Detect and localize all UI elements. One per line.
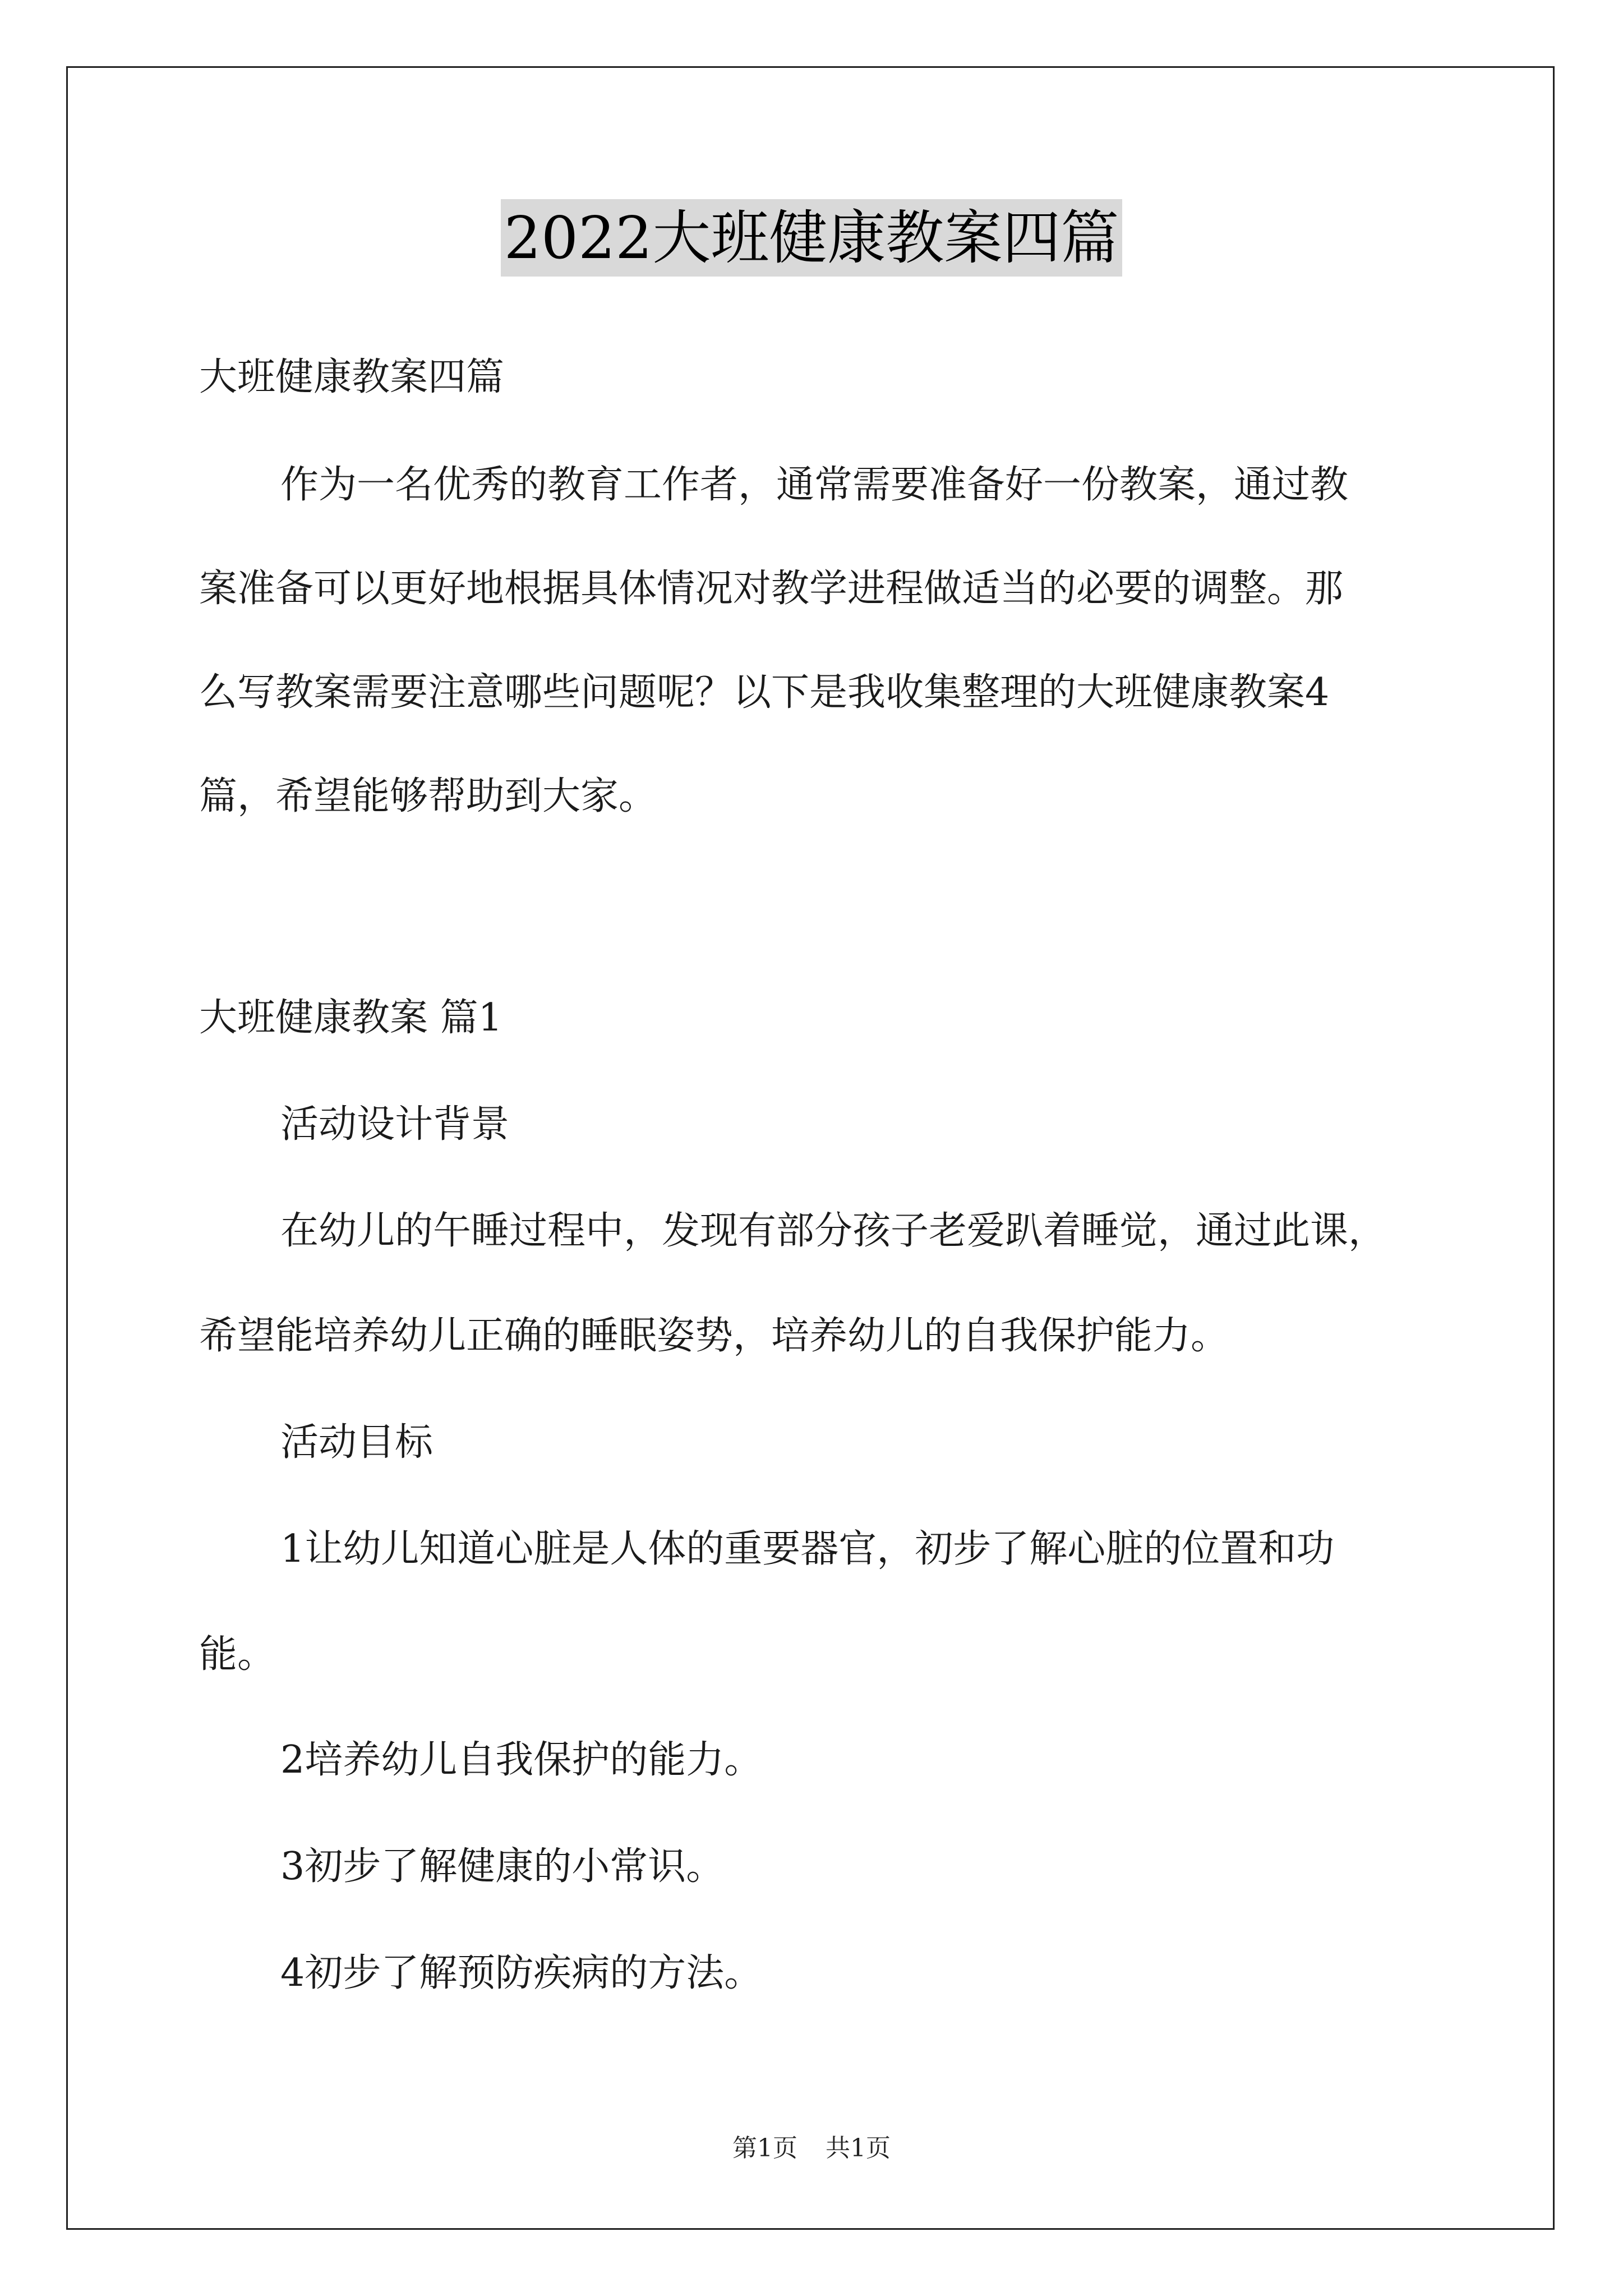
list-item: 2培养幼儿自我保护的能力。 bbox=[280, 1738, 763, 1782]
document-title: 2022大班健康教案四篇 bbox=[501, 199, 1123, 277]
list-item-continuation: 能。 bbox=[199, 1632, 276, 1677]
page-number: 第1页 bbox=[732, 2134, 797, 2162]
paragraph-line: 么写教案需要注意哪些问题呢？以下是我收集整理的大班健康教案4 bbox=[199, 670, 1330, 715]
paragraph-line: 在幼儿的午睡过程中，发现有部分孩子老爱趴着睡觉，通过此课， bbox=[280, 1209, 1387, 1253]
subsection-heading: 活动设计背景 bbox=[280, 1102, 510, 1147]
list-item: 3初步了解健康的小常识。 bbox=[280, 1844, 725, 1889]
section-heading: 大班健康教案 篇1 bbox=[199, 996, 502, 1040]
page-total: 共1页 bbox=[826, 2134, 891, 2162]
paragraph-line: 篇，希望能够帮助到大家。 bbox=[199, 774, 657, 818]
subsection-heading: 活动目标 bbox=[280, 1420, 434, 1465]
page-footer bbox=[0, 2132, 1623, 2165]
paragraph-line: 作为一名优秀的教育工作者，通常需要准备好一份教案，通过教 bbox=[280, 463, 1349, 507]
subtitle: 大班健康教案四篇 bbox=[199, 355, 505, 399]
list-item: 4初步了解预防疾病的方法。 bbox=[280, 1951, 763, 1995]
list-item: 1让幼儿知道心脏是人体的重要器官，初步了解心脏的位置和功 bbox=[280, 1527, 1335, 1571]
paragraph-line: 希望能培养幼儿正确的睡眠姿势，培养幼儿的自我保护能力。 bbox=[199, 1314, 1229, 1358]
paragraph-line: 案准备可以更好地根据具体情况对教学进程做适当的必要的调整。那 bbox=[199, 567, 1344, 611]
title-container bbox=[0, 199, 1623, 277]
